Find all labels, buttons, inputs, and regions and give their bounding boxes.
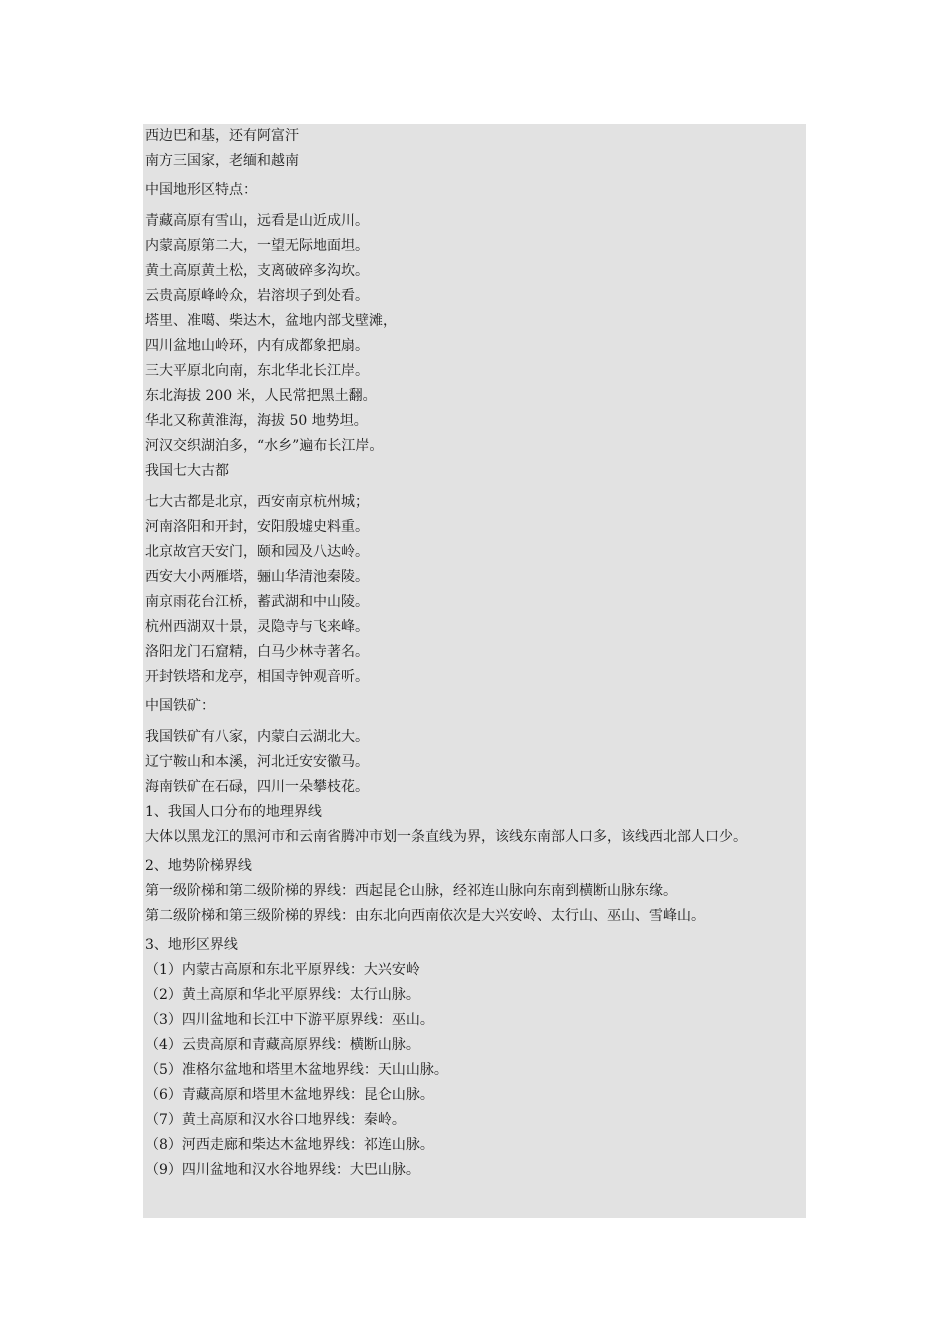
text-line: 青藏高原有雪山，远看是山近成川。: [145, 213, 369, 229]
section-heading: 3、地形区界线: [145, 937, 238, 953]
text-line: 辽宁鞍山和本溪，河北迁安安徽马。: [145, 754, 369, 770]
text-line: 四川盆地山岭环，内有成都象把扇。: [145, 338, 369, 354]
text-line: 云贵高原峰岭众，岩溶坝子到处看。: [145, 288, 369, 304]
list-item: （7）黄土高原和汉水谷口地界线：秦岭。: [145, 1112, 406, 1128]
text-line: 河汉交织湖泊多，“水乡”遍布长江岸。: [145, 438, 384, 454]
text-line: 东北海拔 200 米，人民常把黑土翻。: [145, 388, 377, 404]
list-item: （9）四川盆地和汉水谷地界线：大巴山脉。: [145, 1162, 420, 1178]
text-line: 杭州西湖双十景，灵隐寺与飞来峰。: [145, 619, 369, 635]
list-item: （5）准格尔盆地和塔里木盆地界线：天山山脉。: [145, 1062, 448, 1078]
text-line: 海南铁矿在石碌，四川一朵攀枝花。: [145, 779, 369, 795]
list-item: （1）内蒙古高原和东北平原界线：大兴安岭: [145, 962, 420, 978]
text-line: 北京故宫天安门，颐和园及八达岭。: [145, 544, 369, 560]
text-line: 西安大小两雁塔，骊山华清池秦陵。: [145, 569, 369, 585]
section-heading: 1、我国人口分布的地理界线: [145, 804, 322, 820]
neighbors-section: [145, 124, 806, 174]
text-line: 南京雨花台江桥，蓄武湖和中山陵。: [145, 594, 369, 610]
text-line: 第二级阶梯和第三级阶梯的界线：由东北向西南依次是大兴安岭、太行山、巫山、雪峰山。: [145, 908, 705, 924]
list-item: （8）河西走廊和柴达木盆地界线：祁连山脉。: [145, 1137, 434, 1153]
list-item: （4）云贵高原和青藏高原界线：横断山脉。: [145, 1037, 420, 1053]
text-line: 河南洛阳和开封，安阳殷墟史料重。: [145, 519, 369, 535]
text-line: 洛阳龙门石窟精，白马少林寺著名。: [145, 644, 369, 660]
document-content: [143, 124, 806, 1218]
section-heading: 中国地形区特点：: [145, 182, 257, 198]
terrain-section: [145, 178, 806, 459]
text-line: 西边巴和基，还有阿富汗: [145, 128, 299, 144]
paragraph: 大体以黑龙江的黑河市和云南省腾冲市划一条直线为界，该线东南部人口多，该线西北部人口少。: [145, 829, 747, 845]
iron-section: [145, 694, 806, 800]
text-line: 七大古都是北京，西安南京杭州城；: [145, 494, 369, 510]
text-line: 塔里、准噶、柴达木，盆地内部戈壁滩，: [145, 313, 397, 329]
text-line: 内蒙高原第二大，一望无际地面坦。: [145, 238, 369, 254]
text-line: 开封铁塔和龙亭，相国寺钟观音听。: [145, 669, 369, 685]
text-line: 南方三国家，老缅和越南: [145, 153, 299, 169]
regions-section: [145, 933, 806, 1183]
list-item: （2）黄土高原和华北平原界线：太行山脉。: [145, 987, 420, 1003]
text-line: 华北又称黄淮海，海拔 50 地势坦。: [145, 413, 368, 429]
text-line: 黄土高原黄土松，支离破碎多沟坎。: [145, 263, 369, 279]
text-line: 我国铁矿有八家，内蒙白云湖北大。: [145, 729, 369, 745]
population-section: [145, 800, 806, 850]
list-item: （6）青藏高原和塔里木盆地界线：昆仑山脉。: [145, 1087, 434, 1103]
list-item: （3）四川盆地和长江中下游平原界线：巫山。: [145, 1012, 434, 1028]
section-heading: 我国七大古都: [145, 463, 229, 479]
steps-section: [145, 854, 806, 929]
text-line: 三大平原北向南，东北华北长江岸。: [145, 363, 369, 379]
capitals-section: [145, 459, 806, 690]
section-heading: 中国铁矿：: [145, 698, 215, 714]
text-line: 第一级阶梯和第二级阶梯的界线：西起昆仑山脉，经祁连山脉向东南到横断山脉东缘。: [145, 883, 677, 899]
section-heading: 2、地势阶梯界线: [145, 858, 252, 874]
